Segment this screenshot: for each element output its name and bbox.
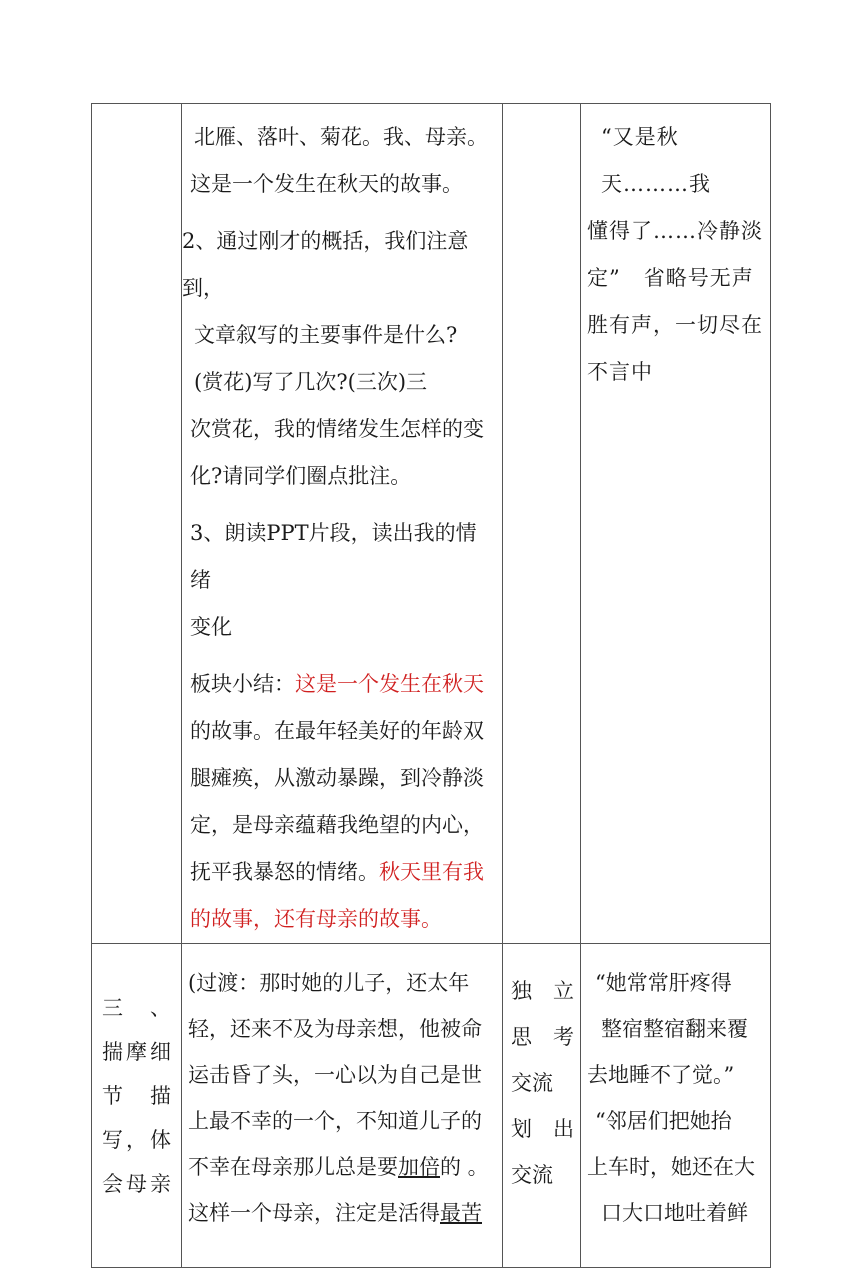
note-line: 口大口地吐着鲜 xyxy=(601,1201,748,1225)
note-line: “她常常肝疼得 xyxy=(595,971,732,995)
design-intent-cell xyxy=(581,104,771,944)
teaching-content-cell xyxy=(182,104,503,944)
underlined-word: 最苦 xyxy=(440,1201,482,1225)
stage-line: 揣摩细 xyxy=(102,1040,171,1064)
content-line: 化?请同学们圈点批注。 xyxy=(190,464,412,488)
underlined-word: 加倍 xyxy=(398,1155,440,1179)
note-line: 定” 省略号无声 xyxy=(587,266,754,290)
content-text: (过渡：那时她的儿子，还太年轻，还来不及为母亲想，他被命运击昏了头，一心以为自己是世上最不幸的一个，不知道儿子的不幸在母亲那儿总是要 xyxy=(188,971,482,1179)
student-activity-cell xyxy=(503,944,581,1268)
content-line: 变化 xyxy=(190,615,232,639)
table-row xyxy=(92,104,771,944)
content-line: 文章叙写的主要事件是什么? xyxy=(194,323,458,347)
note-line: “又是秋天………我 xyxy=(601,125,711,196)
activity-line: 交流 xyxy=(511,1163,553,1187)
activity-line: 独 立 xyxy=(511,979,574,1003)
stage-line: 三 、 xyxy=(102,996,171,1020)
summary-highlight: 秋天里有我的故事，还有母亲的故事。 xyxy=(190,860,484,931)
summary-label: 板块小结： xyxy=(190,672,295,696)
activity-line: 划 出 xyxy=(511,1117,574,1141)
summary-text: 的故事。在最年轻美好的年龄双腿瘫痪，从激动暴躁，到冷静淡定，是母亲蕴藉我绝望的内心，抚平我暴怒的情绪。 xyxy=(190,719,484,884)
stage-cell xyxy=(92,944,182,1268)
design-intent-cell xyxy=(581,944,771,1268)
stage-line: 会母亲 xyxy=(102,1172,171,1196)
note-line: 整宿整宿翻来覆 xyxy=(601,1017,748,1041)
content-paragraph xyxy=(188,960,496,1236)
student-activity-cell xyxy=(503,104,581,944)
stage-line: 写，体 xyxy=(102,1128,171,1152)
note-line: 不言中 xyxy=(587,360,653,384)
table-row xyxy=(92,944,771,1268)
summary-highlight: 这是一个发生在秋天 xyxy=(295,672,484,696)
content-text: 的 。这样一个母亲，注定是活得 xyxy=(188,1155,489,1225)
activity-line: 交流 xyxy=(511,1071,553,1095)
content-line: 北雁、落叶、菊花。我、母亲。 xyxy=(194,125,488,149)
note-line: 上车时，她还在大 xyxy=(587,1155,755,1179)
note-line: “邻居们把她抬 xyxy=(595,1109,732,1133)
teaching-content-cell xyxy=(182,944,503,1268)
stage-cell xyxy=(92,104,182,944)
content-line: (赏花)写了几次?(三次)三 xyxy=(194,370,428,394)
content-line: 3、朗读PPT片段，读出我的情绪 xyxy=(190,521,477,592)
stage-line: 节 描 xyxy=(102,1084,171,1108)
note-line: 去地睡不了觉。” xyxy=(587,1063,735,1087)
content-line: 这是一个发生在秋天的故事。 xyxy=(190,172,463,196)
note-line: 懂得了……冷静淡 xyxy=(587,219,763,243)
section-summary xyxy=(190,661,494,943)
lesson-plan-table xyxy=(91,103,771,1268)
activity-line: 思 考 xyxy=(511,1025,574,1049)
content-line: 次赏花，我的情绪发生怎样的变 xyxy=(190,417,484,441)
content-line: 2、通过刚才的概括，我们注意到， xyxy=(182,229,469,300)
note-line: 胜有声，一切尽在 xyxy=(587,313,763,337)
